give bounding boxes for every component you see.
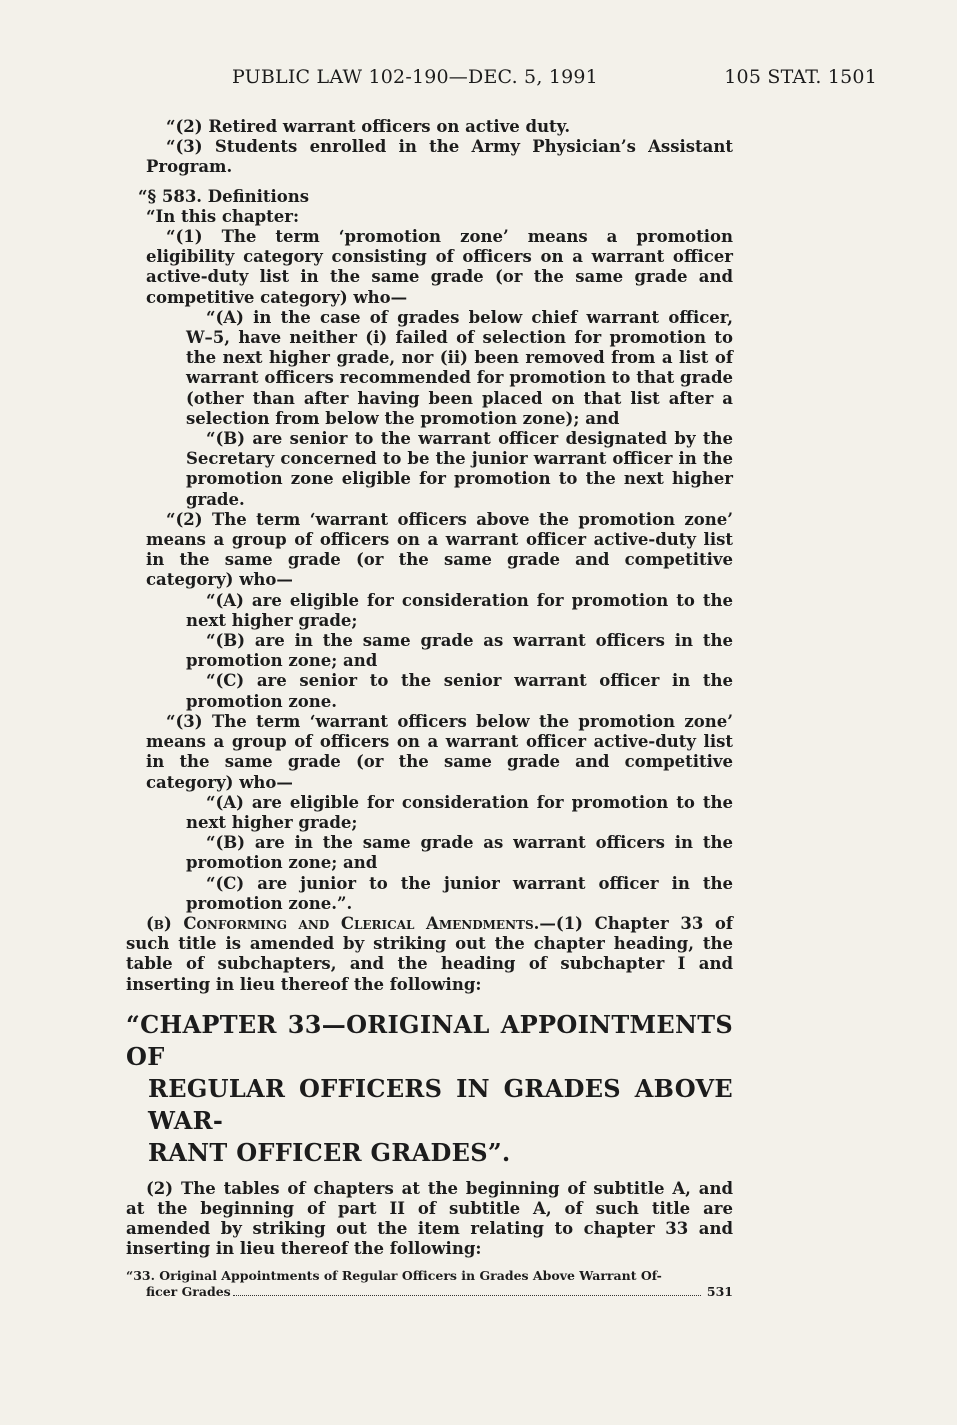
toc-title-end: ficer Grades (146, 1283, 231, 1299)
dot-leader (233, 1284, 701, 1296)
definition-3: “(3) The term ‘warrant officers below the promotion zone’ means a group of officers on a warrant officer active-duty list in the same grade (or the same grade and competitive category) who— (146, 711, 733, 792)
paragraph: “In this chapter: (146, 206, 300, 226)
paragraph-tables: (2) The tables of chapters at the beginning of subtitle A, and at the beginning of part II of subtitle A, of such title are amended by striking out the item relating to chapter 33 and inserting in lieu thereof the following: (126, 1178, 733, 1259)
stat-page: 105 STAT. 1501 (724, 66, 877, 88)
subsection-b (126, 914, 733, 995)
chapter-heading-line: REGULAR OFFICERS IN GRADES ABOVE WAR- (148, 1073, 733, 1135)
definition-2b: “(B) are in the same grade as warrant officers in the promotion zone; and (186, 631, 733, 671)
toc-line: “33. Original Appointments of Regular Officers in Grades Above Warrant Of- (126, 1267, 662, 1283)
definition-1a: “(A) in the case of grades below chief warrant officer, W–5, have neither (i) failed of selection for promotion to the next higher grade, nor (ii) been removed from a list of warrant officers recommended for promotion to that grade (other than after having been placed on that list after a selection from below the promotion zone); and (186, 307, 733, 428)
definition-2c: “(C) are senior to the senior warrant officer in the promotion zone. (186, 671, 733, 711)
section-heading: “§ 583. Definitions (138, 186, 310, 206)
toc-page-number: 531 (706, 1283, 733, 1299)
chapter-heading-line: RANT OFFICER GRADES”. (148, 1137, 511, 1167)
law-citation: PUBLIC LAW 102-190—DEC. 5, 1991 (232, 66, 598, 88)
paragraph: “(3) Students enrolled in the Army Physician’s Assistant Program. (146, 137, 733, 177)
definition-2a: “(A) are eligible for consideration for promotion to the next higher grade; (186, 590, 733, 630)
definition-3b: “(B) are in the same grade as warrant officers in the promotion zone; and (186, 833, 733, 873)
definition-2: “(2) The term ‘warrant officers above the promotion zone’ means a group of officers on a warrant officer active-duty list in the same grade (or the same grade and competitive category) who— (146, 509, 733, 590)
paragraph: “(2) Retired warrant officers on active duty. (166, 117, 571, 136)
page-header (232, 66, 877, 100)
definition-1b: “(B) are senior to the warrant officer designated by the Secretary concerned to be the junior warrant officer in the promotion zone eligible for promotion to the next higher grade. (186, 429, 733, 509)
subsection-b-text: —(1) Chapter 33 of such title is amended by striking out the chapter heading, the table of subchapters, and the heading of subchapter I and inserting in lieu thereof the following: (126, 913, 734, 994)
definition-1: “(1) The term ‘promotion zone’ means a promotion eligibility category consisting of officers on a warrant officer active-duty list in the same grade (or the same grade and competitive category) who— (146, 227, 733, 307)
page-body (126, 117, 734, 1300)
chapter-heading (126, 1009, 733, 1169)
subsection-b-heading: (b) Conforming and Clerical Amendments. (146, 913, 540, 933)
toc-line (126, 1284, 733, 1300)
definition-3a: “(A) are eligible for consideration for promotion to the next higher grade; (186, 792, 733, 832)
table-of-chapters-item (126, 1268, 733, 1300)
definition-3c: “(C) are junior to the junior warrant officer in the promotion zone.”. (186, 873, 733, 913)
chapter-heading-line: “CHAPTER 33—ORIGINAL APPOINTMENTS OF (126, 1009, 733, 1071)
